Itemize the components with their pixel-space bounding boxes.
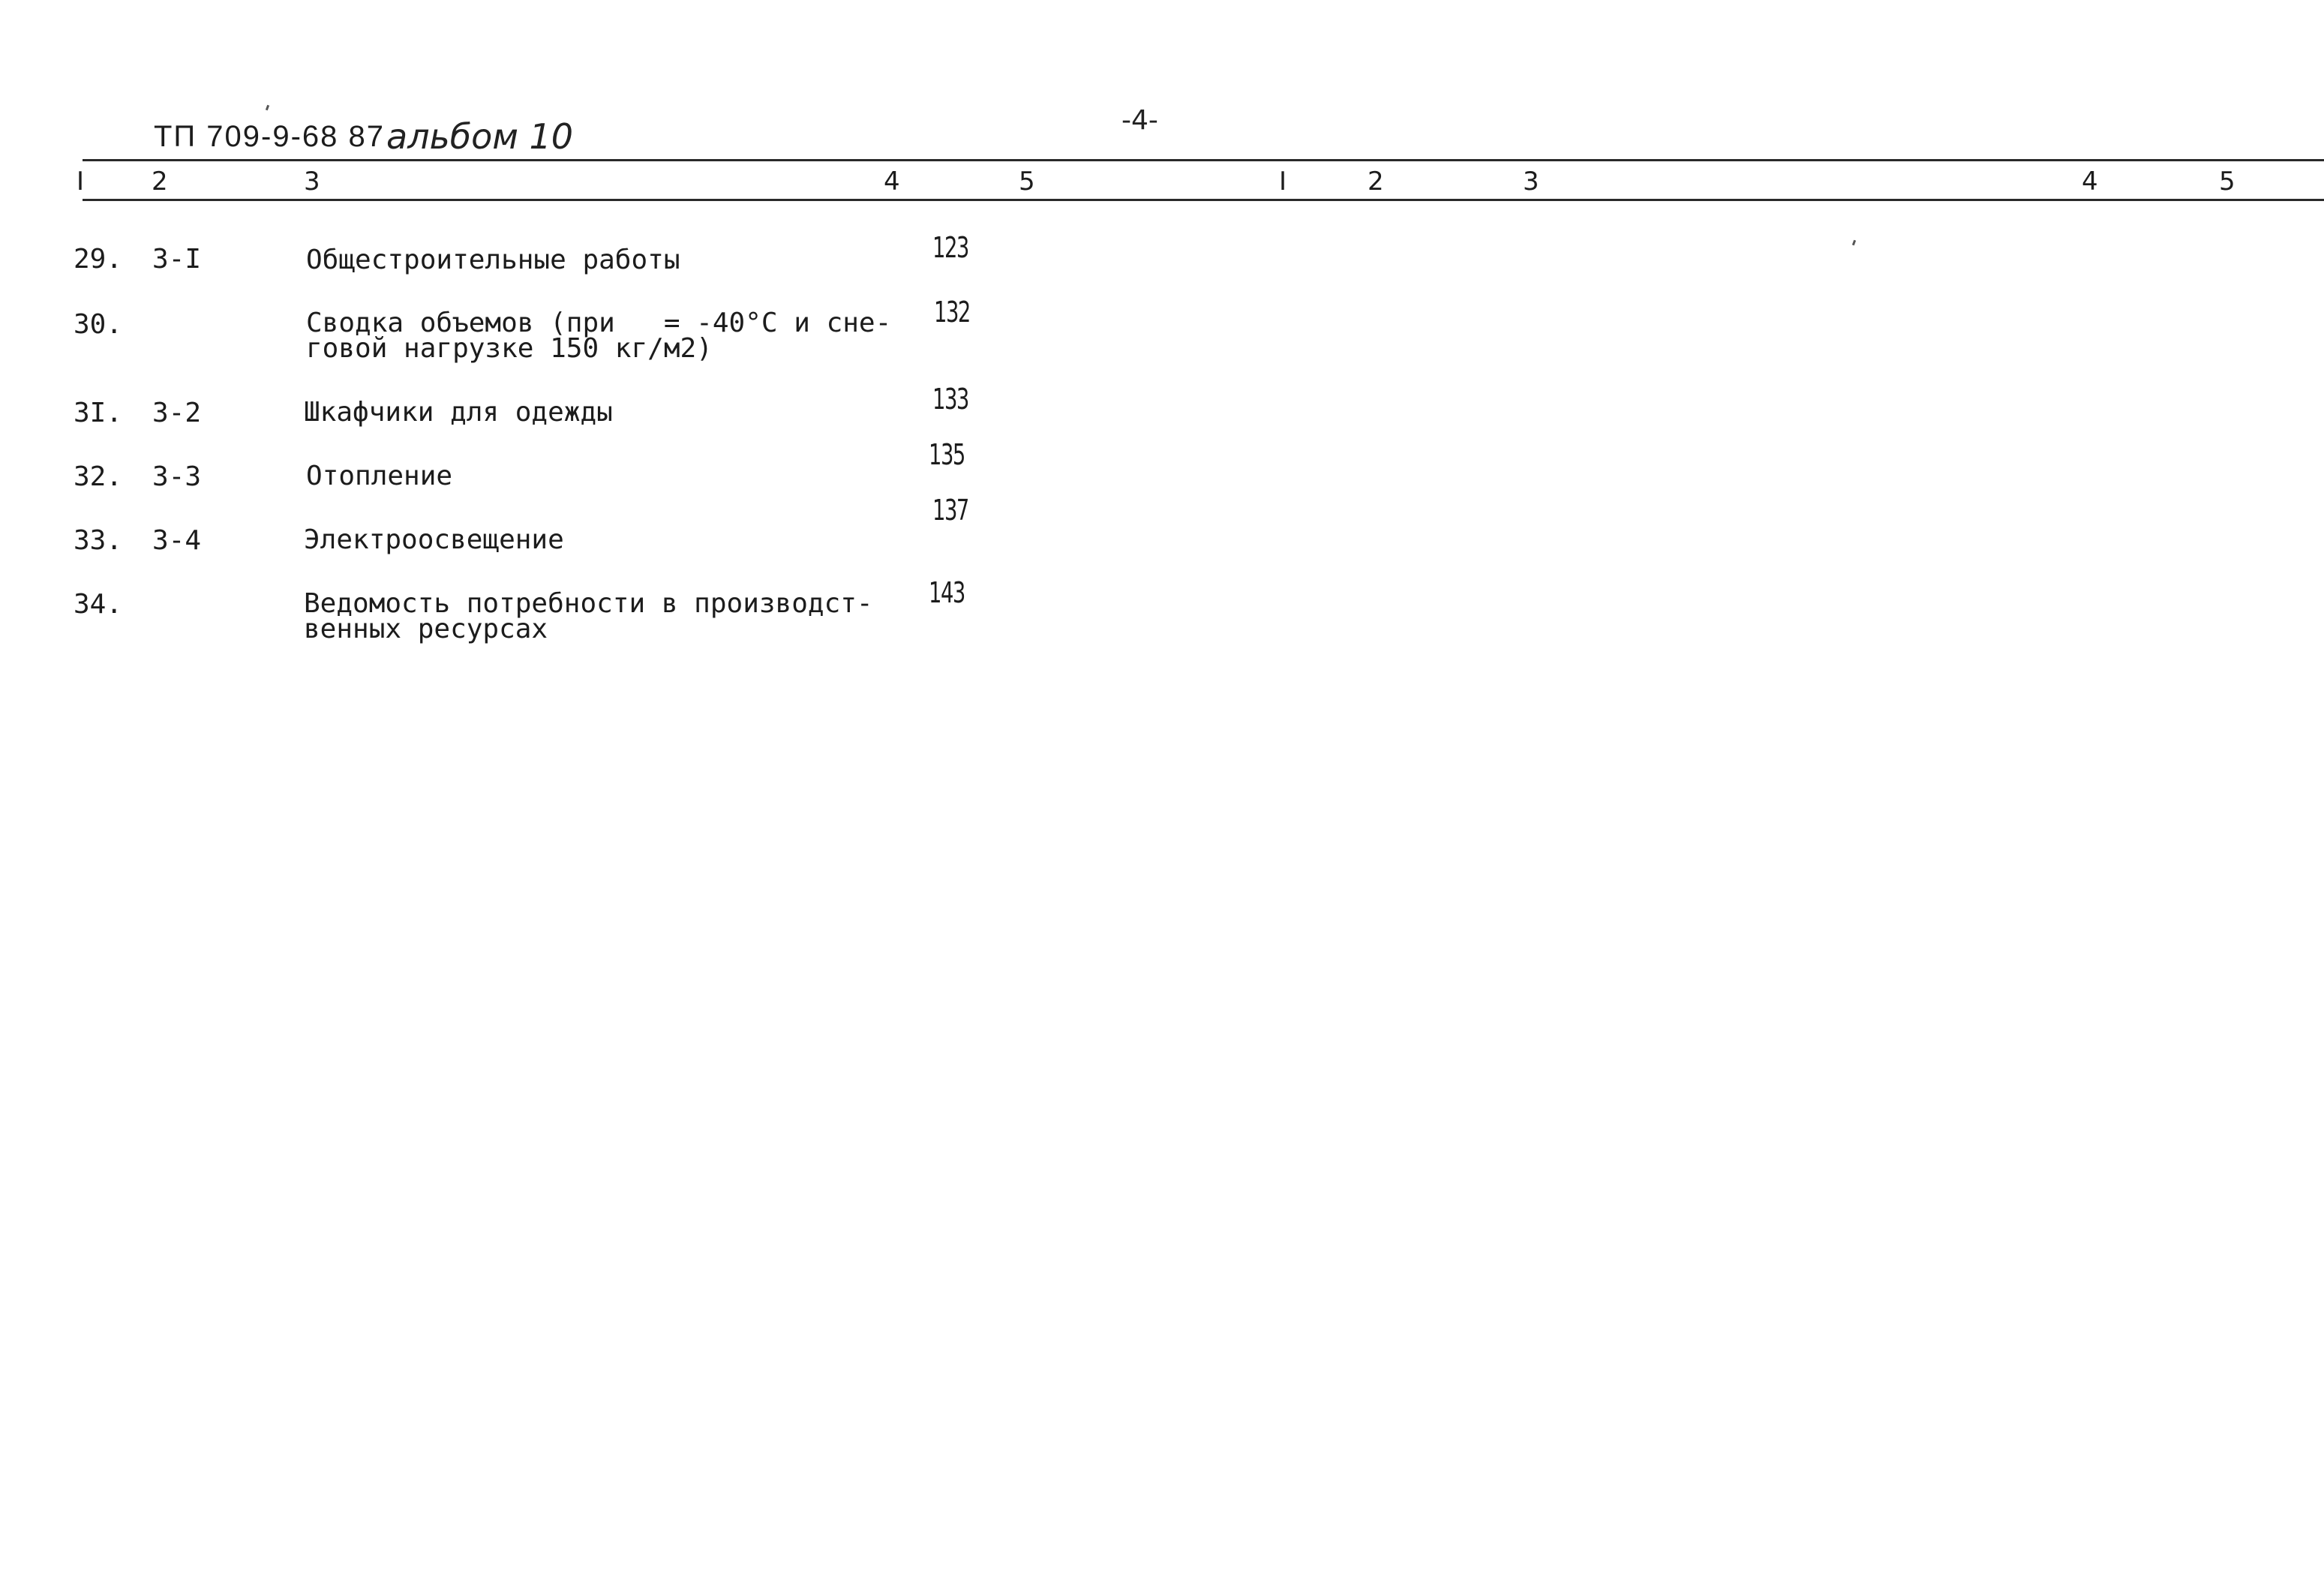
page-number: -4- xyxy=(1121,105,1158,136)
row-title: Сводка объемов (при = -40°С и сне- говой нагрузке 150 кг/м2) xyxy=(306,308,892,364)
row-number: 32. xyxy=(74,461,123,492)
document-code: ТП 709-9-68 87 xyxy=(154,120,386,153)
row-page: 123 xyxy=(932,231,968,264)
column-rule xyxy=(83,199,2324,201)
column-number-1-right: I xyxy=(1279,167,1287,197)
row-title: Шкафчики для одежды xyxy=(304,397,613,428)
row-number: 34. xyxy=(74,589,123,620)
ink-speck xyxy=(266,105,269,111)
row-number: 33. xyxy=(74,525,123,556)
column-number-2: 2 xyxy=(152,167,168,197)
top-rule-right xyxy=(795,159,2324,161)
row-title: Ведомость потребности в производст- венных ресурсах xyxy=(304,588,873,644)
row-sheet-code: 3-2 xyxy=(152,398,202,428)
top-rule-left xyxy=(83,159,795,161)
row-sheet-code: 3-I xyxy=(152,244,202,275)
row-title: Общестроительные работы xyxy=(306,245,680,275)
column-number-1: I xyxy=(77,167,85,197)
row-page: 132 xyxy=(934,296,970,329)
row-number: 30. xyxy=(74,309,123,340)
column-number-3: 3 xyxy=(304,167,320,197)
row-sheet-code: 3-3 xyxy=(152,461,202,492)
column-number-3-right: 3 xyxy=(1523,167,1539,197)
album-label: альбом 10 xyxy=(386,116,574,157)
row-title: Электроосвещение xyxy=(304,524,564,555)
row-page: 137 xyxy=(932,494,968,527)
row-title: Отопление xyxy=(306,461,453,491)
row-sheet-code: 3-4 xyxy=(152,525,202,556)
row-page: 135 xyxy=(929,438,965,471)
column-number-4-right: 4 xyxy=(2082,167,2098,197)
column-number-2-right: 2 xyxy=(1368,167,1384,197)
row-page: 133 xyxy=(932,383,968,416)
column-number-5: 5 xyxy=(1019,167,1035,197)
row-page: 143 xyxy=(929,576,965,609)
ink-speck xyxy=(1852,240,1856,246)
column-number-5-right: 5 xyxy=(2219,167,2235,197)
row-number: 29. xyxy=(74,244,123,275)
column-number-4: 4 xyxy=(884,167,900,197)
row-number: 3I. xyxy=(74,398,123,428)
